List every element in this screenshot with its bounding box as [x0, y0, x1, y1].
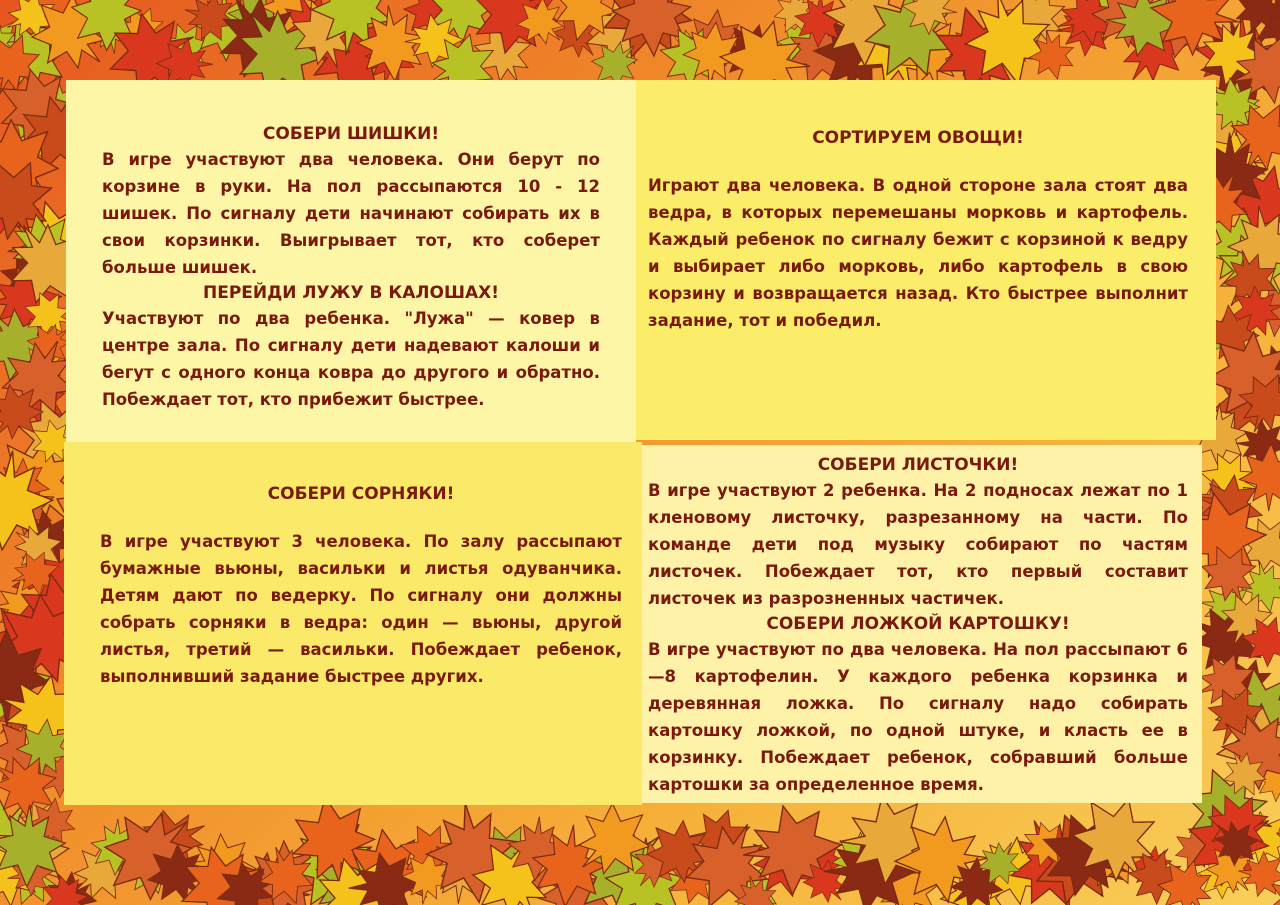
- section-body-weeds: В игре участвуют 3 человека. По залу рассыпают бумажные вьюны, васильки и листья одуванчика. Детям дают по ведерку. По сигналу они должны собрать сорняки в ведра: один — вьюны, другой листья, третий — васильки. Побеждает ребенок, выполнивший задание быстрее других.: [100, 532, 622, 686]
- panel-top-right: [636, 80, 1216, 440]
- section-title-cones: СОБЕРИ ШИШКИ!: [262, 124, 440, 144]
- section-body-cones: В игре участвуют два человека. Они берут по корзине в руки. На пол рассыпаются 10 - 12 шишек. По сигналу дети начинают собирать их в свои корзинки. Выигрывает тот, кто соберет больше шишек.: [102, 150, 600, 277]
- panel-top-left: [66, 80, 636, 442]
- section-body-vegetables: Играют два человека. В одной стороне зала стоят два ведра, в которых перемешаны морковь и картофель. Каждый ребенок по сигналу бежит с корзиной к ведру и выбирает либо морковь, либо картофель в свою корзину и возвращается назад. Кто быстрее выполнит задание, тот и победил.: [648, 176, 1188, 330]
- section-title-puddle: ПЕРЕЙДИ ЛУЖУ В КАЛОШАХ!: [202, 283, 499, 303]
- section-title-vegetables: СОРТИРУЕМ ОВОЩИ!: [812, 128, 1024, 148]
- panel-bottom-left: [64, 442, 642, 805]
- section-title-weeds: СОБЕРИ СОРНЯКИ!: [267, 484, 455, 504]
- section-body-puddle: Участвуют по два ребенка. "Лужа" — ковер в центре зала. По сигналу дети надевают калоши и бегут с одного конца ковра до другого и обратно. Побеждает тот, кто прибежит быстрее.: [102, 309, 600, 409]
- section-title-potatoes: СОБЕРИ ЛОЖКОЙ КАРТОШКУ!: [766, 614, 1070, 634]
- section-body-leaves: В игре участвуют 2 ребенка. На 2 подносах лежат по 1 кленовому листочку, разрезанному на части. По команде дети под музыку собирают по частям листочек. Побеждает тот, кто первый составит листочек из разрозненных частичек.: [648, 481, 1188, 608]
- panel-bottom-right: [642, 445, 1202, 803]
- section-title-leaves: СОБЕРИ ЛИСТОЧКИ!: [817, 455, 1019, 475]
- section-body-potatoes: В игре участвуют по два человека. На пол рассыпают 6—8 картофелин. У каждого ребенка корзинка и деревянная ложка. По сигналу надо собирать картошку ложкой, по одной штуке, и класть ее в корзинку. Побеждает ребенок, собравший больше картошки за определенное время.: [648, 640, 1188, 794]
